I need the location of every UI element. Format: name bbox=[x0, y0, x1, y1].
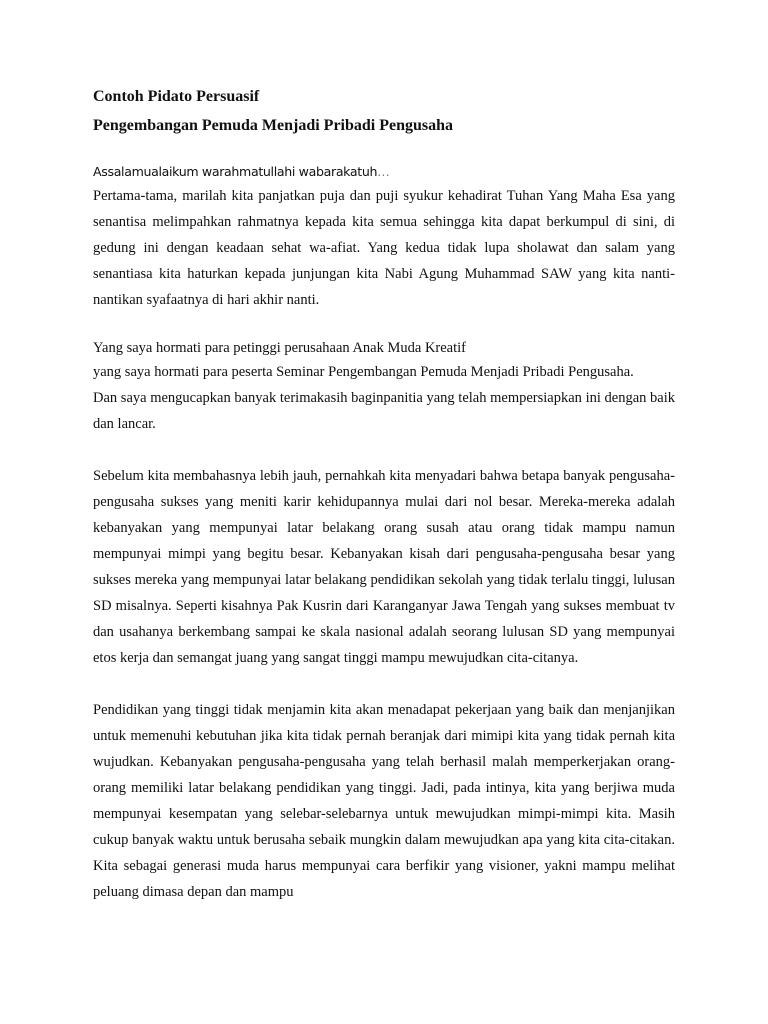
greeting-line bbox=[93, 163, 675, 181]
document-page bbox=[93, 84, 675, 905]
body-paragraph-entrepreneurs: Sebelum kita membahasnya lebih jauh, pernahkah kita menyadari bahwa betapa banyak pengusaha-pengusaha sukses yang meniti karir kehidupannya mulai dari nol besar. Mereka-mereka adalah kebanyakan yang mempunyai latar belakang orang susah atau orang tidak mampu namun mempunyai mimpi yang begitu besar. Kebanyakan kisah dari pengusaha-pengusaha besar yang sukses mereka yang mempunyai latar belakang pendidikan sekolah yang tidak terlalu tinggi, lulusan SD misalnya. Seperti kisahnya Pak Kusrin dari Karanganyar Jawa Tengah yang sukses membuat tv dan usahanya berkembang sampai ke skala nasional adalah seorang lulusan SD yang mempunyai etos kerja dan semangat juang yang sangat tinggi mampu mewujudkan cita-citanya. bbox=[93, 468, 675, 666]
paragraph-gap bbox=[93, 437, 675, 463]
paragraph-gap bbox=[93, 313, 675, 339]
thanks-paragraph: Dan saya mengucapkan banyak terimakasih baginpanitia yang telah mempersiapkan ini dengan baik dan lancar. bbox=[93, 390, 675, 432]
document-subtitle: Pengembangan Pemuda Menjadi Pribadi Pengusaha bbox=[93, 117, 454, 134]
paragraph-gap bbox=[93, 671, 675, 697]
opening-paragraph: Pertama-tama, marilah kita panjatkan puja dan puji syukur kehadirat Tuhan Yang Maha Esa yang senantisa melimpahkan rahmatnya kepada kita semua sehingga kita dapat berkumpul di sini, di gedung ini dengan keadaan sehat wa-afiat. Yang kedua tidak lupa sholawat dan salam yang senantiasa kita haturkan kepada junjungan kita Nabi Agung Muhammad SAW yang kita nanti-nantikan syafaatnya di hari akhir nanti. bbox=[93, 188, 675, 308]
body-paragraph-education: Pendidikan yang tinggi tidak menjamin kita akan menadapat pekerjaan yang baik dan menjanjikan untuk memenuhi kebutuhan jika kita tidak pernah beranjak dari mimipi kita yang tidak pernah kita wujudkan. Kebanyakan pengusaha-pengusaha yang telah berhasil malah memperkerjakan orang-orang memiliki latar belakang pendidikan yang tinggi. Jadi, pada intinya, kita yang berjiwa muda mempunyai kesempatan yang selebar-selebarnya untuk mewujudkan mimpi-mimpi kita. Masih cukup banyak waktu untuk berusaha sebaik mungkin dalam mewujudkan apa yang kita cita-citakan. Kita sebagai generasi muda harus mempunyai cara berfikir yang visioner, yakni mampu melihat peluang dimasa depan dan mampu bbox=[93, 702, 675, 900]
salutation-line-2: yang saya hormati para peserta Seminar Pengembangan Pemuda Menjadi Pribadi Pengusaha. bbox=[93, 364, 634, 380]
salutation-line-1: Yang saya hormati para petinggi perusahaan Anak Muda Kreatif bbox=[93, 340, 466, 356]
greeting-text: Assalamualaikum warahmatullahi wabarakatuh bbox=[93, 164, 378, 179]
greeting-ellipsis: … bbox=[377, 164, 390, 179]
document-title: Contoh Pidato Persuasif bbox=[93, 88, 260, 105]
